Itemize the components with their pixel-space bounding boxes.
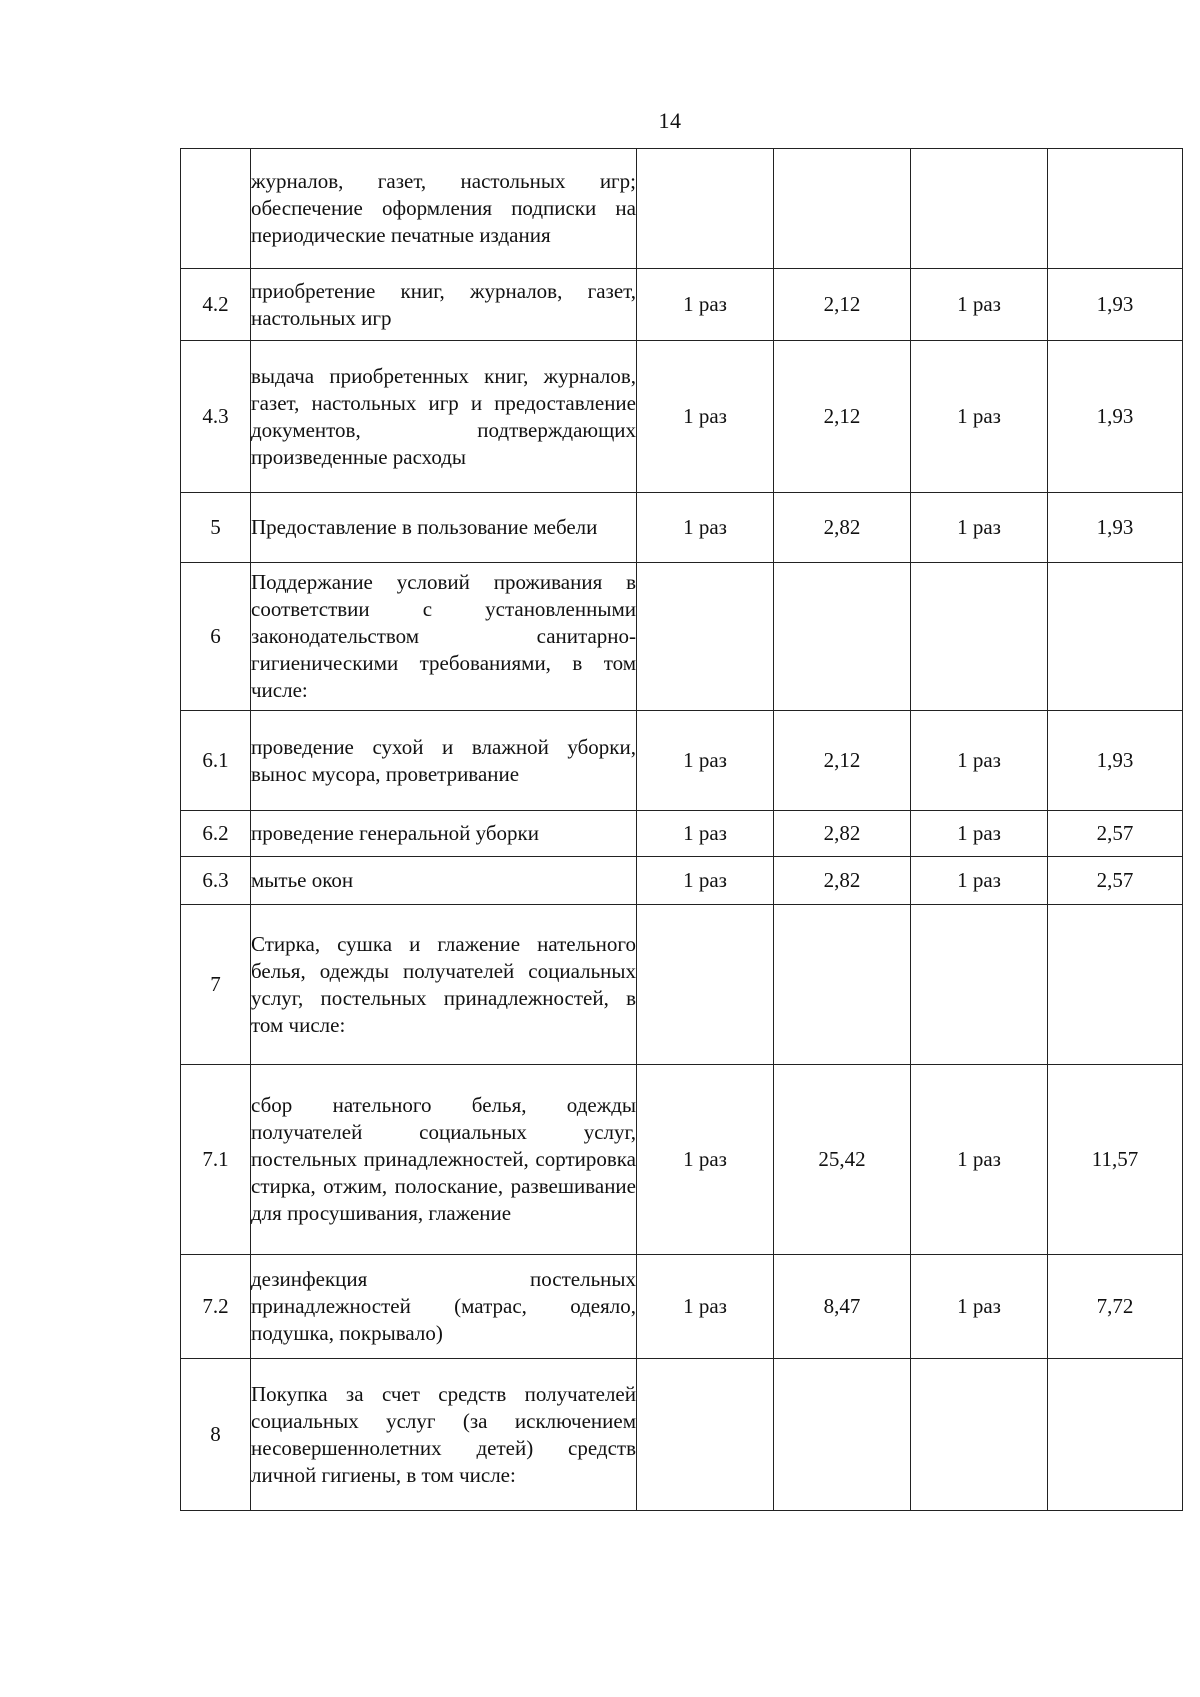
frequency-cell: 1 раз <box>911 269 1048 341</box>
frequency-cell <box>637 149 774 269</box>
table-row-6 <box>181 563 1183 711</box>
row-number: 7.2 <box>181 1255 251 1359</box>
frequency-cell: 1 раз <box>637 1255 774 1359</box>
service-description: сбор нательного белья, одежды получателей социальных услуг, постельных принадлежностей, сортировка стирка, отжим, полоскание, развешивание для просушивания, глажение <box>251 1065 637 1255</box>
table-row-continuation <box>181 149 1183 269</box>
page-number: 14 <box>658 108 682 133</box>
frequency-cell: 1 раз <box>911 857 1048 905</box>
value-cell: 7,72 <box>1048 1255 1183 1359</box>
value-cell: 8,47 <box>774 1255 911 1359</box>
table-row-6-3 <box>181 857 1183 905</box>
row-number <box>181 149 251 269</box>
frequency-cell <box>911 563 1048 711</box>
service-description: проведение сухой и влажной уборки, вынос мусора, проветривание <box>251 711 637 811</box>
value-cell: 1,93 <box>1048 493 1183 563</box>
row-number: 6.1 <box>181 711 251 811</box>
value-cell <box>1048 905 1183 1065</box>
frequency-cell: 1 раз <box>637 341 774 493</box>
service-description: мытье окон <box>251 857 637 905</box>
service-description: Покупка за счет средств получателей социальных услуг (за исключением несовершеннолетних детей) средств личной гигиены, в том числе: <box>251 1359 637 1511</box>
row-number: 6.2 <box>181 811 251 857</box>
value-cell: 1,93 <box>1048 341 1183 493</box>
service-description: выдача приобретенных книг, журналов, газет, настольных игр и предоставление документов, подтверждающих произведенные расходы <box>251 341 637 493</box>
value-cell: 2,82 <box>774 811 911 857</box>
frequency-cell <box>911 1359 1048 1511</box>
table-row-6-1 <box>181 711 1183 811</box>
frequency-cell: 1 раз <box>911 341 1048 493</box>
value-cell: 2,57 <box>1048 811 1183 857</box>
service-description: Предоставление в пользование мебели <box>251 493 637 563</box>
row-number: 4.2 <box>181 269 251 341</box>
service-description: дезинфекция постельных принадлежностей (матрас, одеяло, подушка, покрывало) <box>251 1255 637 1359</box>
value-cell <box>1048 563 1183 711</box>
service-description: приобретение книг, журналов, газет, настольных игр <box>251 269 637 341</box>
frequency-cell: 1 раз <box>911 811 1048 857</box>
frequency-cell <box>637 1359 774 1511</box>
row-number: 7.1 <box>181 1065 251 1255</box>
frequency-cell: 1 раз <box>637 493 774 563</box>
frequency-cell: 1 раз <box>911 1255 1048 1359</box>
table-row-7-1 <box>181 1065 1183 1255</box>
row-number: 7 <box>181 905 251 1065</box>
frequency-cell: 1 раз <box>637 811 774 857</box>
row-number: 6 <box>181 563 251 711</box>
frequency-cell <box>637 905 774 1065</box>
value-cell <box>774 149 911 269</box>
value-cell: 2,12 <box>774 269 911 341</box>
value-cell <box>774 1359 911 1511</box>
table-row-7-2 <box>181 1255 1183 1359</box>
value-cell <box>1048 149 1183 269</box>
services-table <box>180 148 1183 1511</box>
frequency-cell: 1 раз <box>637 269 774 341</box>
frequency-cell <box>911 905 1048 1065</box>
value-cell: 2,12 <box>774 341 911 493</box>
table-row-6-2 <box>181 811 1183 857</box>
value-cell: 2,12 <box>774 711 911 811</box>
table-row-7 <box>181 905 1183 1065</box>
service-description: журналов, газет, настольных игр; обеспечение оформления подписки на периодические печатные издания <box>251 149 637 269</box>
frequency-cell <box>911 149 1048 269</box>
value-cell: 11,57 <box>1048 1065 1183 1255</box>
table-row-4-3 <box>181 341 1183 493</box>
frequency-cell: 1 раз <box>911 711 1048 811</box>
frequency-cell: 1 раз <box>637 857 774 905</box>
value-cell: 2,57 <box>1048 857 1183 905</box>
row-number: 5 <box>181 493 251 563</box>
value-cell: 25,42 <box>774 1065 911 1255</box>
table-row-4-2 <box>181 269 1183 341</box>
value-cell: 1,93 <box>1048 711 1183 811</box>
value-cell <box>774 905 911 1065</box>
value-cell: 2,82 <box>774 857 911 905</box>
frequency-cell <box>637 563 774 711</box>
row-number: 4.3 <box>181 341 251 493</box>
row-number: 8 <box>181 1359 251 1511</box>
value-cell: 2,82 <box>774 493 911 563</box>
value-cell <box>1048 1359 1183 1511</box>
value-cell: 1,93 <box>1048 269 1183 341</box>
service-description: Поддержание условий проживания в соответствии с установленными законодательством санитарно-гигиеническими требованиями, в том числе: <box>251 563 637 711</box>
frequency-cell: 1 раз <box>911 1065 1048 1255</box>
frequency-cell: 1 раз <box>911 493 1048 563</box>
table-row-8 <box>181 1359 1183 1511</box>
service-description: Стирка, сушка и глажение нательного белья, одежды получателей социальных услуг, постельных принадлежностей, в том числе: <box>251 905 637 1065</box>
value-cell <box>774 563 911 711</box>
row-number: 6.3 <box>181 857 251 905</box>
frequency-cell: 1 раз <box>637 1065 774 1255</box>
service-description: проведение генеральной уборки <box>251 811 637 857</box>
frequency-cell: 1 раз <box>637 711 774 811</box>
table-row-5 <box>181 493 1183 563</box>
